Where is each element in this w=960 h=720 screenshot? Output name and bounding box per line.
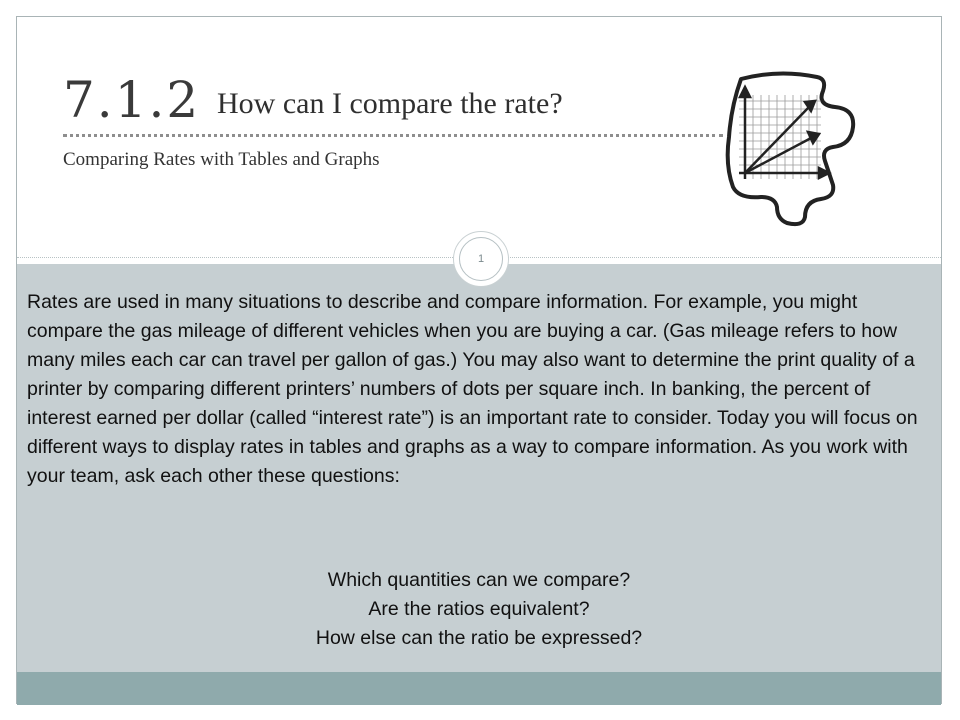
question-item: Are the ratios equivalent? [368, 598, 590, 620]
lesson-subtitle: Comparing Rates with Tables and Graphs [63, 149, 380, 170]
question-list [17, 566, 941, 653]
body-paragraph: Rates are used in many situations to describe and compare information. For example, you might compare the gas mileage of different vehicles when you are buying a car. (Gas mileage refers to how many miles each car can travel per gallon of gas.) You may also want to determine the print quality of a printer by comparing different printers’ numbers of dots per square inch. In banking, the percent of interest earned per dollar (called “interest rate”) is an important rate to consider. Today you will focus on different ways to display rates in tables and graphs as a way to compare information. As you work with your team, ask each other these questions: [27, 291, 918, 487]
question-item: How else can the ratio be expressed? [315, 627, 643, 649]
content-area [17, 264, 941, 672]
slide-number: 1 [459, 237, 503, 281]
slide-number-badge [453, 231, 509, 287]
lesson-title: How can I compare the rate? [217, 87, 563, 120]
dotted-divider [63, 134, 723, 137]
slide-header [17, 17, 941, 264]
footer-bar [17, 672, 941, 705]
puzzle-graph-icon [709, 57, 879, 229]
question-item: Which quantities can we compare? [327, 569, 631, 591]
lesson-number: 7.1.2 [63, 71, 201, 129]
slide [16, 16, 942, 704]
